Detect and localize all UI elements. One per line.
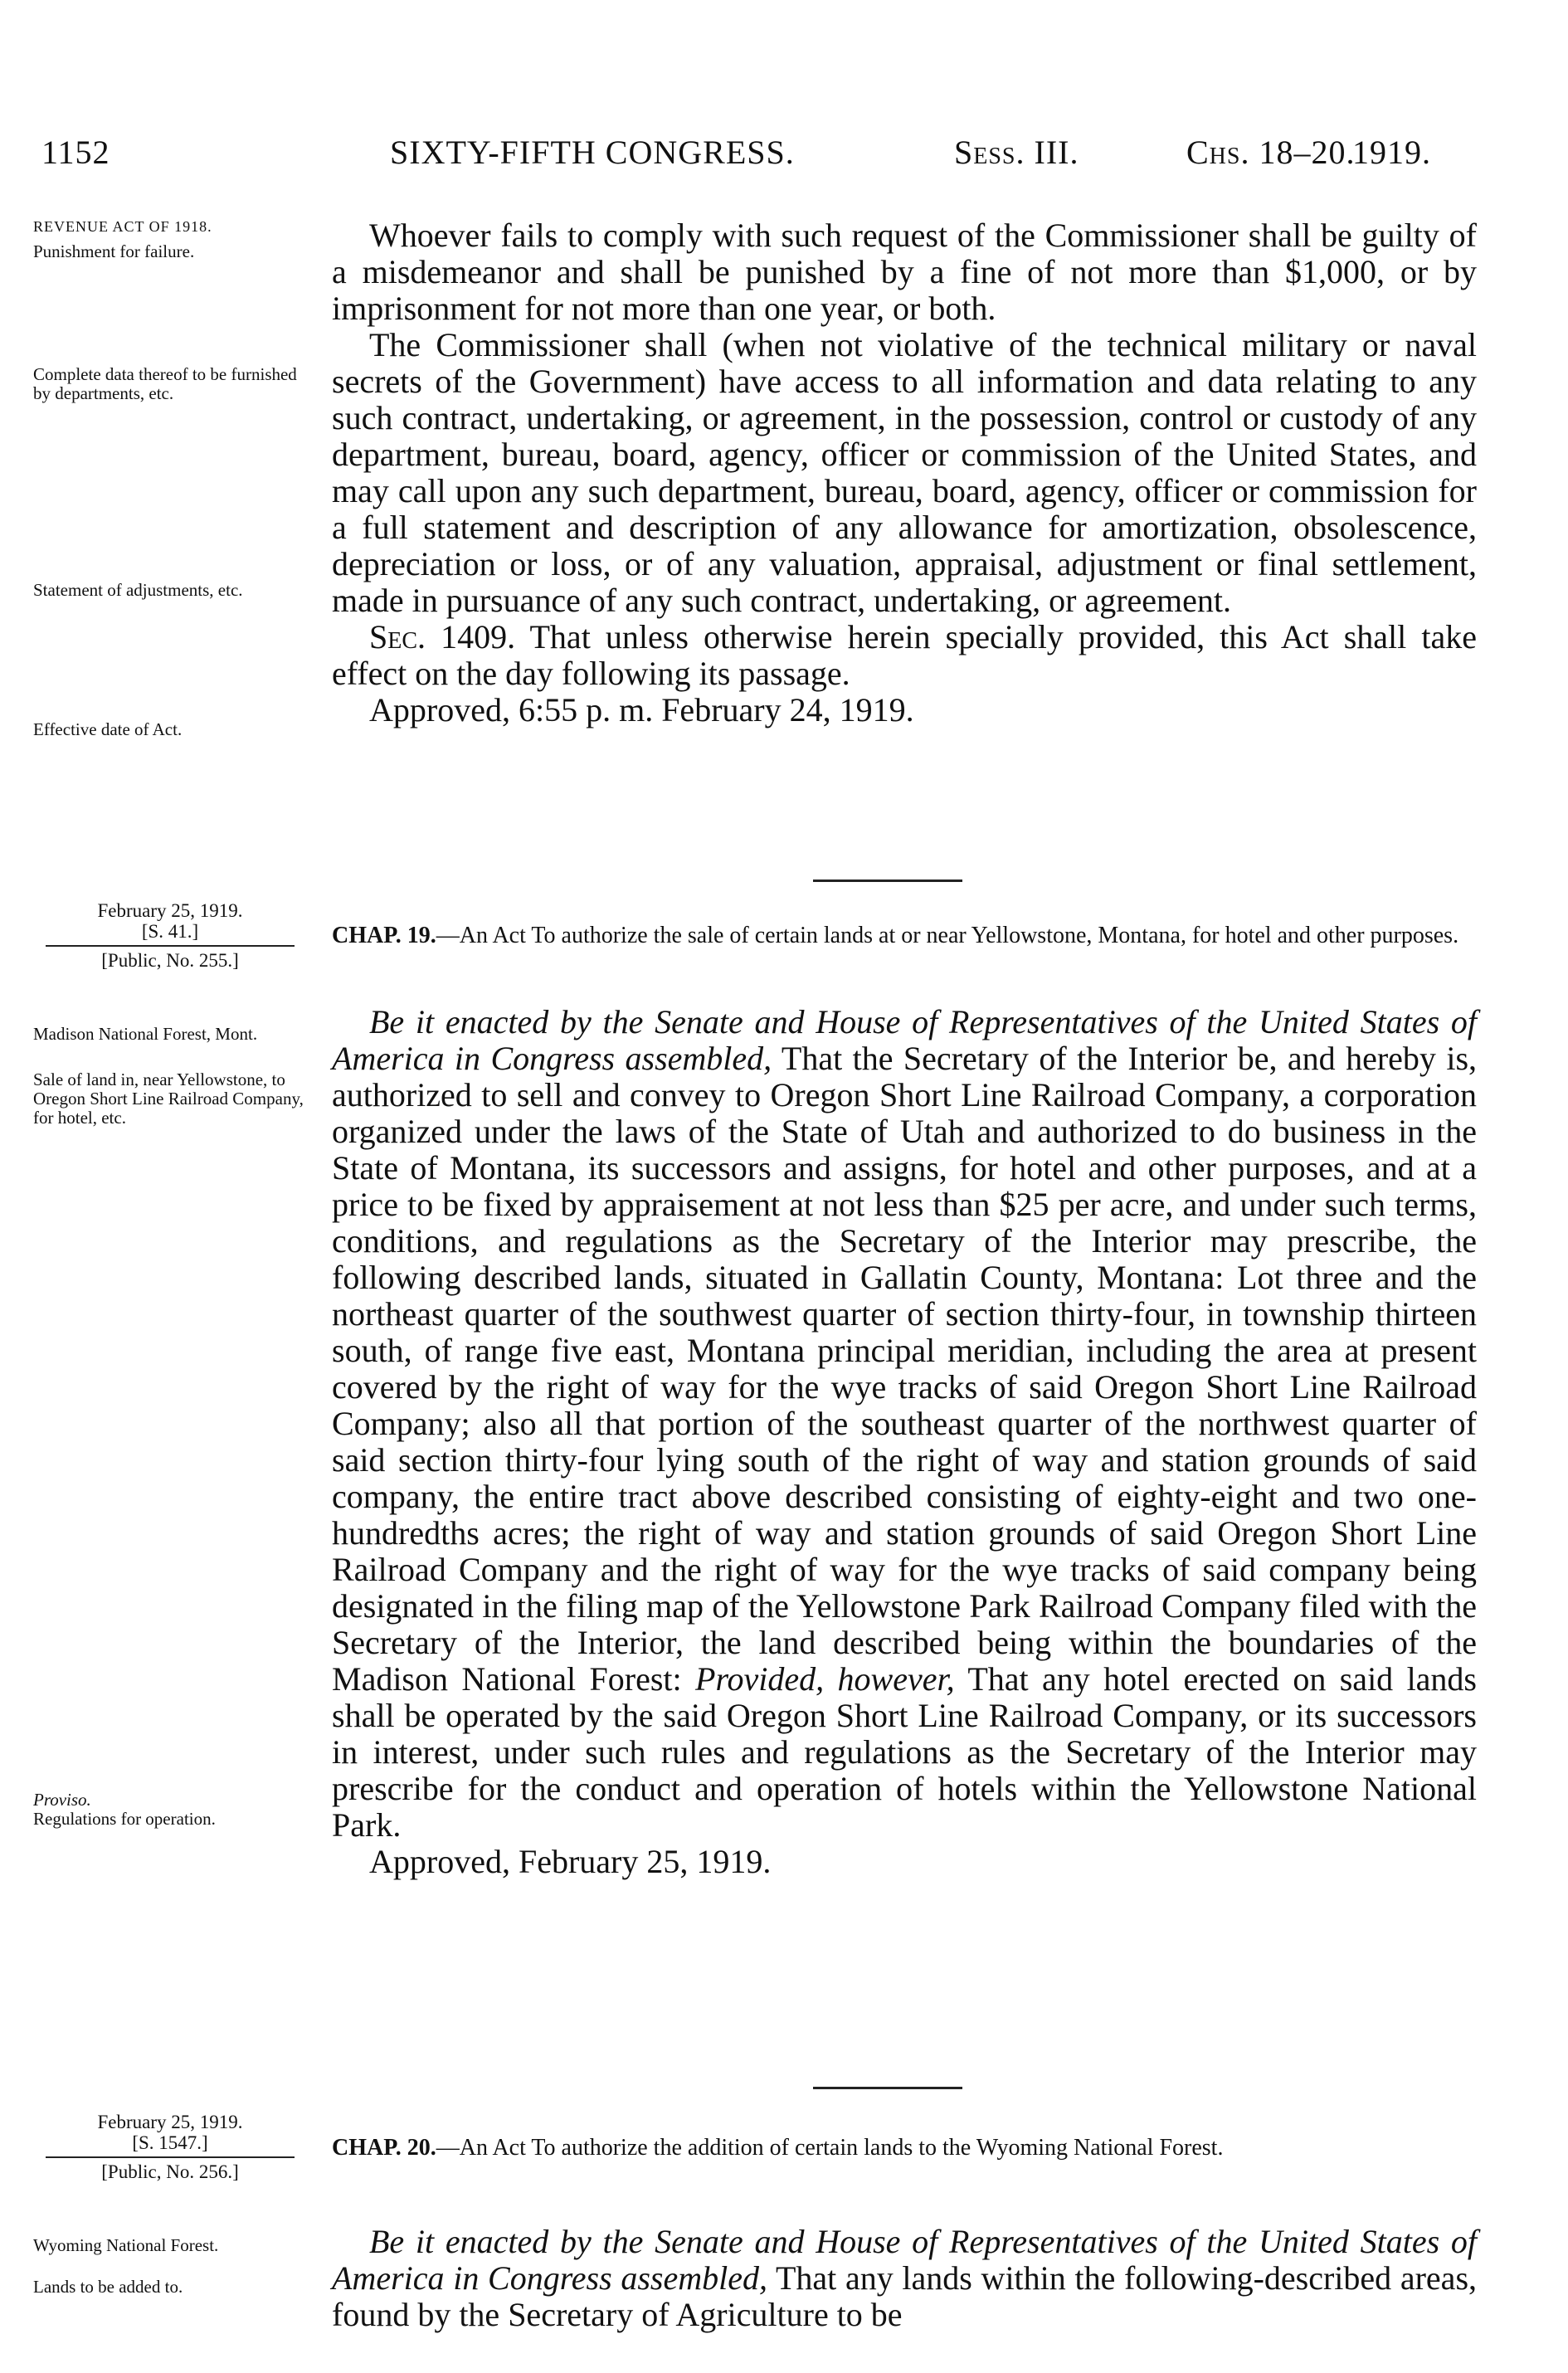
margin-note-regulations: Regulations for operation. — [33, 1809, 216, 1829]
chap19-body — [332, 1004, 1477, 1880]
chap20-body — [332, 2224, 1477, 2333]
paragraph-access: The Commissioner shall (when not violative of the technical military or naval secrets of the Government) have access to all information and data relating to any such contract, undertaking, or agreement, in the possession, control or custody of any department, bureau, board, agency, officer or commission of the United States, and may call upon any such department, bureau, board, agency, officer or commission for a full statement and description of any allowance for amortization, obsolescence, depreciation or loss, or of any valuation, appraisal, adjustment or final settlement, made in pursuance of any such contract, undertaking, or agreement. — [332, 326, 1477, 619]
margin-note-wyoming: Wyoming National Forest. — [33, 2235, 219, 2255]
chap20-label: CHAP. 20. — [332, 2135, 436, 2161]
margin-note-madison: Madison National Forest, Mont. — [33, 1024, 258, 1044]
chap20-body-text: That any lands within the following-described areas, found by the Secretary of Agriculture to be — [332, 2259, 1478, 2333]
paragraph-effective — [332, 619, 1477, 692]
margin-running-title: REVENUE ACT OF 1918. — [33, 218, 212, 235]
chap20-paragraph — [332, 2224, 1477, 2333]
chap20-date: February 25, 1919. — [97, 2112, 243, 2132]
chap19-body-text-2: That any hotel erected on said lands shall be operated by the said Oregon Short Line Railroad Company, or its successors in interest, under such rules and regulations as the Secretary of the Interior may prescribe for the conduct and operation of hotels within the Yellowstone National Park. — [332, 1660, 1477, 1844]
chap19-bill: [S. 41.] — [141, 921, 199, 942]
page-number: 1152 — [41, 134, 110, 171]
year: 1919. — [1352, 134, 1431, 171]
chap19-public: [Public, No. 255.] — [46, 945, 295, 971]
chap19-proviso: Provided, however, — [695, 1660, 955, 1698]
chap19-title: —An Act To authorize the sale of certain lands at or near Yellowstone, Montana, for hotel and other purposes. — [436, 923, 1459, 948]
chap20-public: [Public, No. 256.] — [46, 2156, 295, 2182]
chap19-paragraph — [332, 1004, 1477, 1844]
chap19-label: CHAP. 19. — [332, 923, 436, 948]
chap19-heading — [332, 923, 1477, 949]
chap19-date-box — [46, 900, 295, 971]
chap20-date-box — [46, 2112, 295, 2182]
chap20-enacting-clause: Be it enacted by the Senate and House of Representatives of the United States of America in Congress assembled, — [332, 2223, 1477, 2297]
session: Sess. III. — [954, 134, 1079, 171]
chap20-heading — [332, 2135, 1477, 2161]
approved-line-1: Approved, 6:55 p. m. February 24, 1919. — [369, 691, 914, 728]
approved-line-2: Approved, February 25, 1919. — [369, 1843, 772, 1880]
effective-text: That unless otherwise herein specially provided, this Act shall take effect on the day following its passage. — [332, 618, 1477, 692]
chap19-date: February 25, 1919. — [97, 900, 243, 921]
section-label: Sec. 1409. — [369, 618, 516, 655]
divider — [813, 2087, 962, 2089]
congress-title: SIXTY-FIFTH CONGRESS. — [390, 134, 795, 171]
margin-note-proviso: Proviso. — [33, 1790, 91, 1810]
chapters: Chs. 18–20. — [1186, 134, 1356, 171]
divider — [813, 880, 962, 882]
chap20-bill: [S. 1547.] — [132, 2132, 208, 2153]
chap20-title: —An Act To authorize the addition of certain lands to the Wyoming National Forest. — [436, 2135, 1224, 2161]
margin-note-sale: Sale of land in, near Yellowstone, to Oregon Short Line Railroad Company, for hotel, etc. — [33, 1070, 304, 1128]
paragraph-penalty: Whoever fails to comply with such request of the Commissioner shall be guilty of a misdemeanor and shall be punished by a fine of not more than $1,000, or by imprisonment for not more than one year, or both. — [332, 217, 1477, 327]
chap19-body-text-1: That the Secretary of the Interior be, and hereby is, authorized to sell and convey to Oregon Short Line Railroad Company, a corporation organized under the laws of the State of Utah and authorized to do business in the State of Montana, its successors and assigns, for hotel and other purposes, and at a price to be fixed by appraisement at not less than $25 per acre, and under such terms, conditions, and regulations as the Secretary of the Interior may prescribe, the following described lands, situated in Gallatin County, Montana: Lot three and the northeast quarter of the southwest quarter of section thirty-four, in township thirteen south, of range five east, Montana principal meridian, including the area at present covered by the right of way for the wye tracks of said Oregon Short Line Railroad Company; also all that portion of the southeast quarter of the northwest quarter of said section thirty-four lying south of the right of way and station grounds of said company, the entire tract above described consisting of eighty-eight and two one-hundredths acres; the right of way and station grounds of said Oregon Short Line Railroad Company and the right of way for the wye tracks of said company being designated in the filing map of the Yellowstone Park Railroad Company filed with the Secretary of the Interior, the land described being within the boundaries of the Madison National Forest: — [332, 1040, 1478, 1698]
margin-note-lands-added: Lands to be added to. — [33, 2277, 183, 2297]
section-1408-tail — [332, 217, 1477, 728]
margin-note-complete-data: Complete data thereof to be furnished by departments, etc. — [33, 364, 297, 403]
margin-note-statement: Statement of adjustments, etc. — [33, 580, 243, 600]
margin-note-effective: Effective date of Act. — [33, 719, 183, 739]
margin-note-punishment: Punishment for failure. — [33, 241, 195, 261]
chap19-enacting-clause: Be it enacted by the Senate and House of Representatives of the United States of America in Congress assembled, — [332, 1003, 1477, 1077]
